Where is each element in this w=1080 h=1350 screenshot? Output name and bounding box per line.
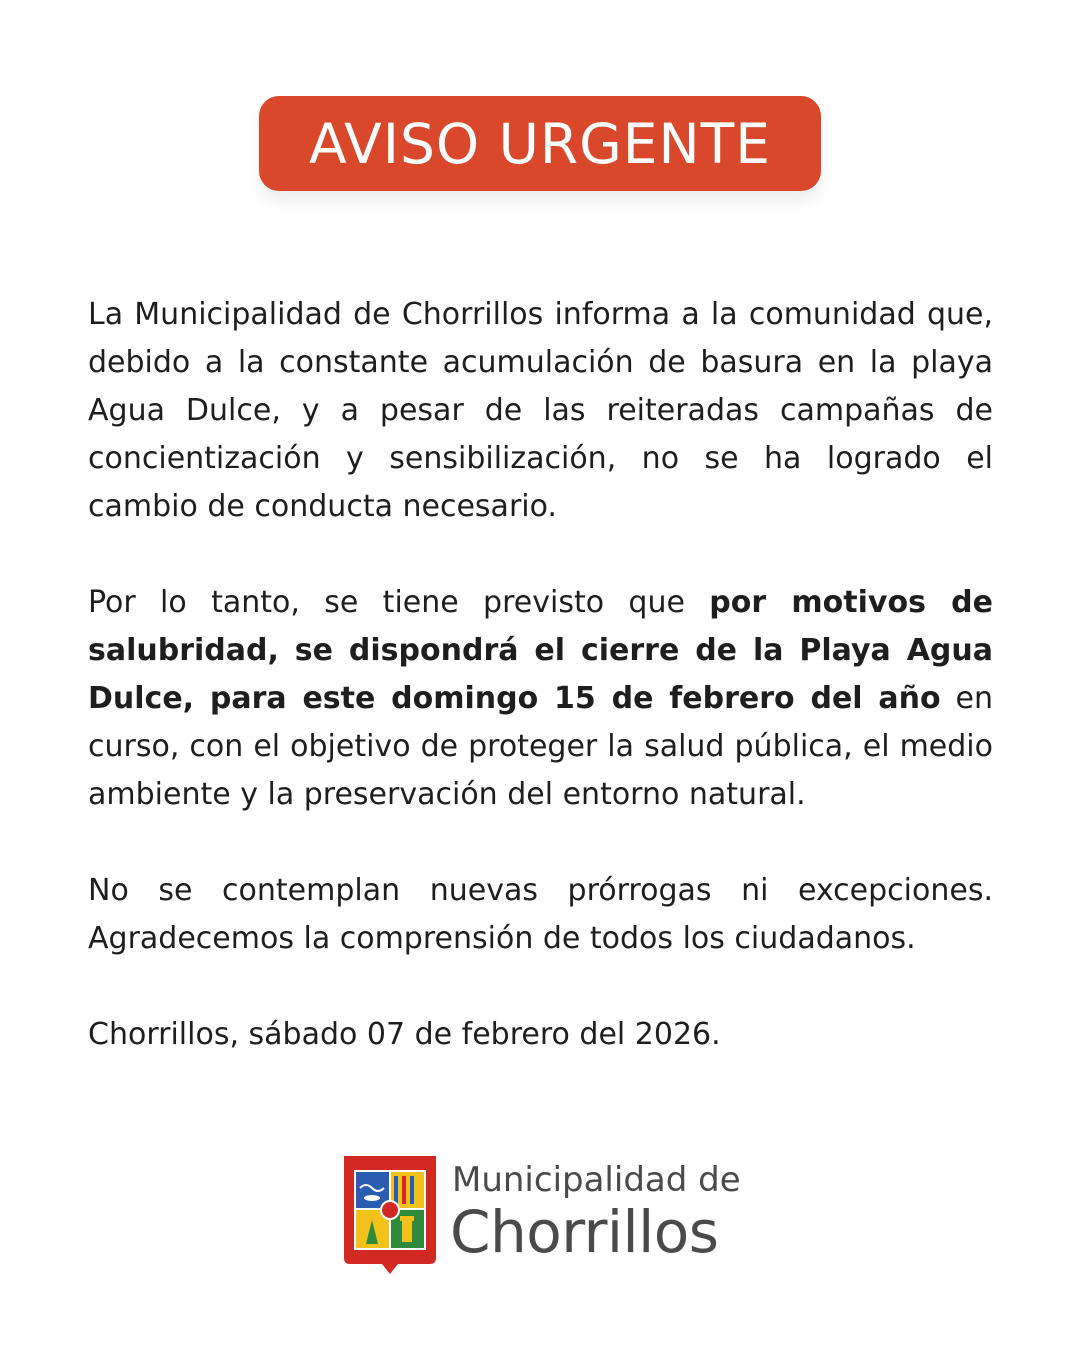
org-name-line-2: Chorrillos (450, 1198, 719, 1266)
paragraph-2-start: Por lo tanto, se tiene previsto que (88, 585, 710, 620)
org-name-line-1: Municipalidad de (452, 1160, 741, 1200)
paragraph-2-end: en curso, con el objetivo de proteger la salud pública, el medio ambiente y la preservación del entorno natural. (88, 681, 993, 812)
notice-paragraph-1: La Municipalidad de Chorrillos informa a la comunidad que, debido a la constante acumulación de basura en la playa Agua Dulce, y a pesar de las reiteradas campañas de concientización y sensibilización, no se ha logrado el cambio de conducta necesario. (88, 297, 993, 524)
banner-title: AVISO URGENTE (309, 111, 771, 176)
municipality-logo (342, 1154, 772, 1279)
municipal-coat-of-arms-icon (342, 1154, 438, 1276)
notice-paragraph-2 (88, 579, 993, 819)
urgent-notice-banner (259, 96, 821, 191)
notice-paragraph-3: No se contemplan nuevas prórrogas ni excepciones. Agradecemos la comprensión de todos los ciudadanos. (88, 873, 993, 956)
paragraph-2-bold: por motivos de salubridad, se dispondrá el cierre de la Playa Agua Dulce, para este domingo 15 de febrero del año (88, 585, 994, 716)
date-line: Chorrillos, sábado 07 de febrero del 2026. (88, 1017, 721, 1052)
